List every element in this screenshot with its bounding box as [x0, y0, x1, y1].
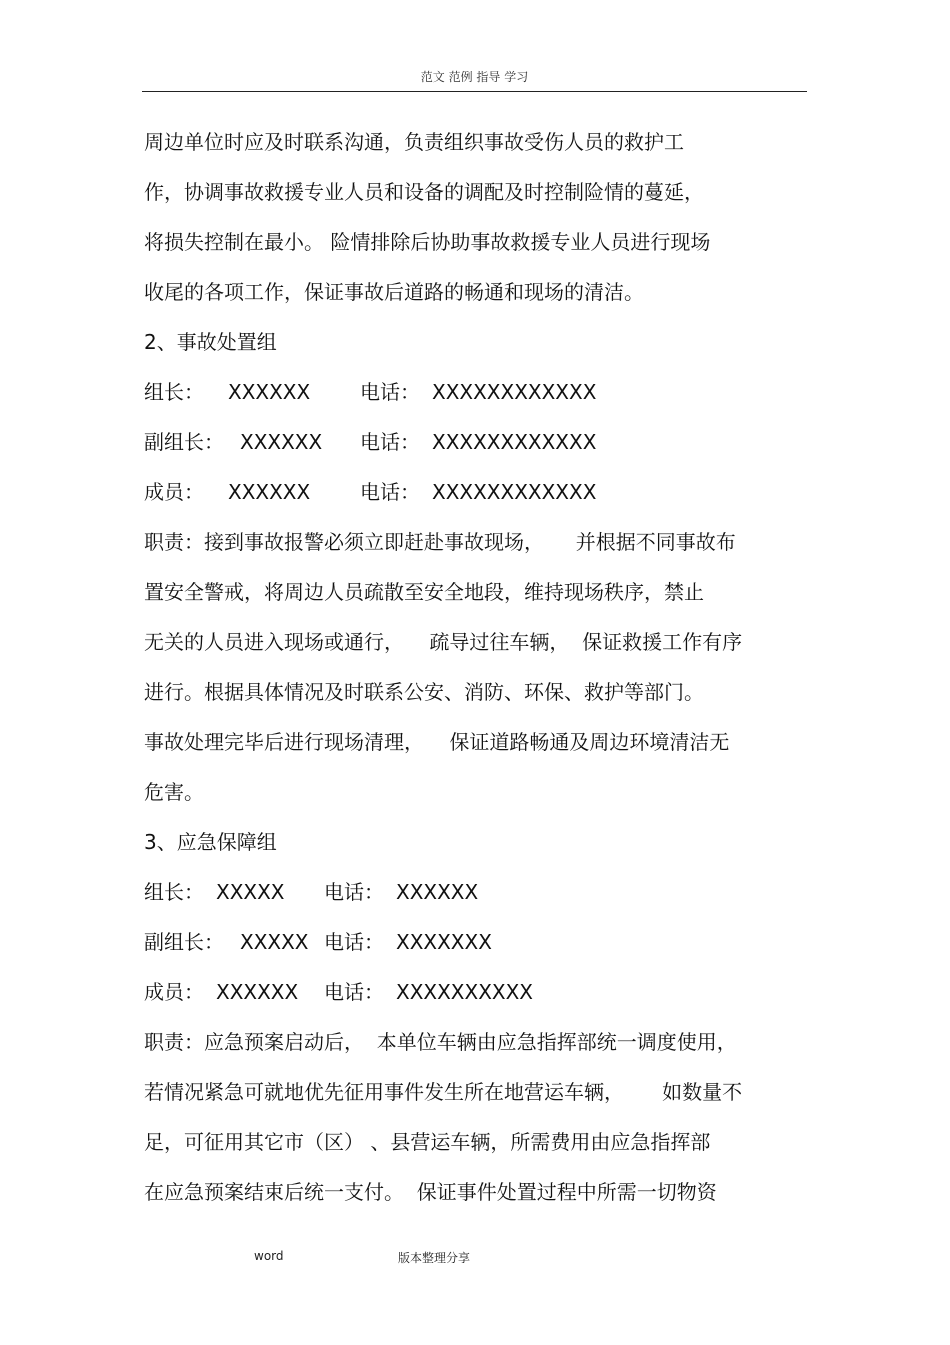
- roster-tel-label: 电话：: [360, 380, 420, 404]
- footer-right: 版本整理分享: [398, 1251, 471, 1265]
- page-header: 范文 范例 指导 学习: [420, 70, 529, 84]
- roster-tel-label: 电话：: [360, 430, 420, 454]
- roster-name: XXXXXX: [240, 430, 323, 454]
- body-line: 周边单位时应及时联系沟通，负责组织事故受伤人员的救护工: [144, 130, 684, 154]
- header-rule: [142, 91, 807, 92]
- roster-name: XXXXXX: [228, 480, 311, 504]
- body-line: 无关的人员进入现场或通行， 疏导过往车辆， 保证救援工作有序: [144, 630, 743, 654]
- body-line: 职责：接到事故报警必须立即赶赴事故现场， 并根据不同事故布: [144, 530, 736, 554]
- roster-name: XXXXXX: [216, 980, 299, 1004]
- body-line: 职责：应急预案启动后， 本单位车辆由应急指挥部统一调度使用，: [144, 1030, 737, 1054]
- body-line: 置安全警戒，将周边人员疏散至安全地段，维持现场秩序，禁止: [144, 580, 704, 604]
- body-line: 危害。: [144, 780, 204, 804]
- body-line: 进行。根据具体情况及时联系公安、消防、环保、救护等部门。: [144, 680, 704, 704]
- roster-role: 组长：: [144, 380, 204, 404]
- body-line: 若情况紧急可就地优先征用事件发生所在地营运车辆， 如数量不: [144, 1080, 743, 1104]
- roster-tel: XXXXXXXXXXXX: [432, 480, 597, 504]
- roster-role: 成员：: [144, 480, 204, 504]
- roster-tel: XXXXXXXXXXXX: [432, 380, 597, 404]
- roster-tel: XXXXXX: [396, 880, 479, 904]
- roster-tel: XXXXXXXXXXXX: [432, 430, 597, 454]
- roster-tel: XXXXXXX: [396, 930, 492, 954]
- roster-tel-label: 电话：: [324, 880, 384, 904]
- body-line: 作，协调事故救援专业人员和设备的调配及时控制险情的蔓延，: [144, 180, 704, 204]
- roster-name: XXXXX: [240, 930, 309, 954]
- roster-name: XXXXX: [216, 880, 285, 904]
- roster-tel-label: 电话：: [324, 930, 384, 954]
- roster-role: 副组长：: [144, 930, 224, 954]
- roster-role: 组长：: [144, 880, 204, 904]
- section-heading: 3、应急保障组: [144, 830, 277, 854]
- footer-left: word: [254, 1249, 284, 1263]
- body-line: 收尾的各项工作，保证事故后道路的畅通和现场的清洁。: [144, 280, 644, 304]
- roster-role: 成员：: [144, 980, 204, 1004]
- body-line: 将损失控制在最小。 险情排除后协助事故救援专业人员进行现场: [144, 230, 711, 254]
- roster-tel-label: 电话：: [360, 480, 420, 504]
- body-line: 足，可征用其它市（区） 、县营运车辆，所需费用由应急指挥部: [144, 1130, 711, 1154]
- section-heading: 2、事故处置组: [144, 330, 277, 354]
- roster-role: 副组长：: [144, 430, 224, 454]
- body-line: 事故处理完毕后进行现场清理， 保证道路畅通及周边环境清洁无: [144, 730, 730, 754]
- roster-tel: XXXXXXXXXX: [396, 980, 534, 1004]
- roster-name: XXXXXX: [228, 380, 311, 404]
- body-line: 在应急预案结束后统一支付。 保证事件处置过程中所需一切物资: [144, 1180, 717, 1204]
- roster-tel-label: 电话：: [324, 980, 384, 1004]
